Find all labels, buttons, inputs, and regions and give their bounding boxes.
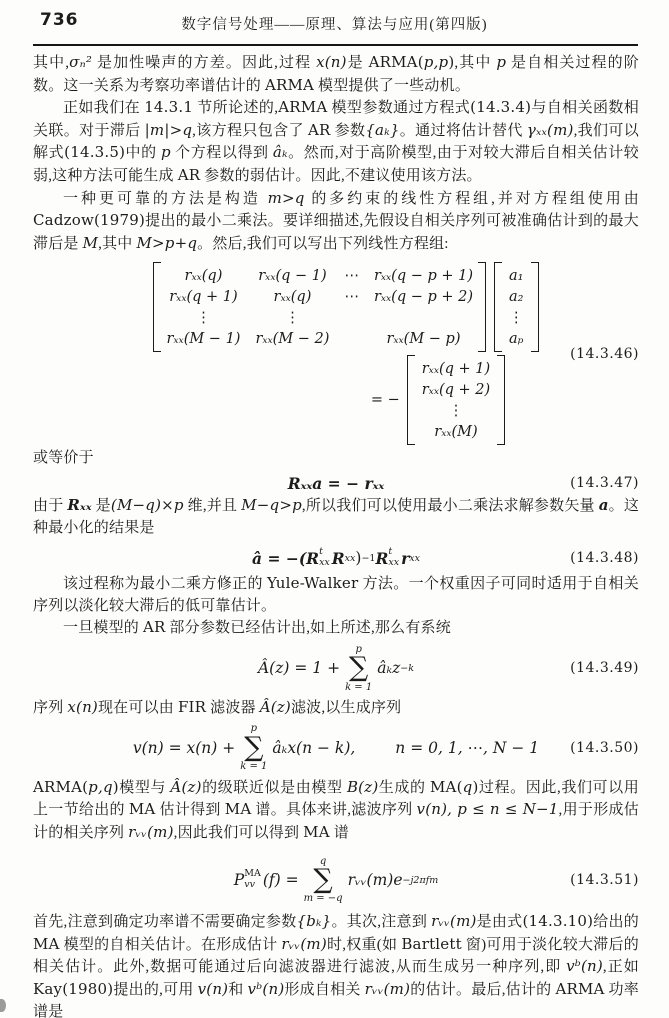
sum-upper-limit: p [250, 723, 258, 735]
page-content [0, 46, 669, 1018]
matrix-cell: rₓₓ(M − 2) [255, 330, 330, 347]
equation-number: (14.3.48) [570, 550, 639, 567]
paragraph-final-notes: 首先,注意到确定功率谱不需要确定参数{bₖ}。其次,注意到 rᵥᵥ(m)是由式(14.3.10)给出的 MA 模型的自相关估计。在形成估计 rᵥᵥ(m)时,权重(如 Bartlett 窗)可用于淡化较大滞后的相关估计。此外,数据可能通过后向滤波器进行滤波,从而生成另一种序列,即 vᵇ(n),正如 Kay(1980)提出的,可用 v(n)和 vᵇ(n)形成自相关 rᵥᵥ(m)的估计。最后,估计的 ARMA 功率谱是 [33, 912, 640, 1018]
power-spectrum-P: P [233, 871, 245, 890]
inverse-exponent: −1 [361, 552, 376, 564]
sum-lower-limit: k = 1 [345, 681, 373, 693]
vector-body [502, 262, 531, 352]
equation-number: (14.3.47) [570, 475, 639, 492]
matrix-cell: rₓₓ(q) [273, 288, 312, 305]
paragraph-least-squares: 由于 Rₓₓ 是(M−q)×p 维,并且 M−q>p,所以我们可以使用最小二乘法求解参数矢量 a。这种最小化的结果是 [33, 495, 640, 536]
matrix-cell: rₓₓ(q) [184, 267, 223, 284]
lhs: Â(z) = 1 + [257, 659, 341, 678]
matrix-product-row [43, 262, 649, 352]
vector-cell: rₓₓ(M) [434, 423, 478, 440]
matrix-cell: ⋮ [196, 309, 211, 326]
subscript-xx: xx [344, 552, 356, 564]
matrix-R: R [306, 548, 320, 568]
parameter-vector [494, 262, 539, 352]
equation-14-3-51 [33, 849, 639, 911]
rhs-term: âₖz [377, 659, 401, 678]
vector-cell: a₁ [509, 267, 524, 284]
subscript-xx: xx [388, 557, 400, 569]
equation-number: (14.3.49) [570, 660, 639, 677]
rhs-vector-row [135, 355, 669, 445]
exponent: −k [400, 662, 415, 674]
paragraph-cadzow-method: 一种更可靠的方法是构造 m>q 的多约束的线性方程组,并对方程组使用由 Cadzow(1979)提出的最小二乘法。要详细描述,先假设自相关序列可被准确估计到的最大滞后是 M,其中 M>p+q。然后,我们可以写出下列线性方程组: [33, 188, 639, 252]
vector-cell: aₚ [509, 330, 524, 347]
matrix-cell: rₓₓ(q − p + 2) [373, 288, 474, 305]
running-head-title: 数字信号处理——原理、算法与应用(第四版) [181, 17, 488, 33]
summation [240, 723, 267, 772]
equation-14-3-46 [33, 262, 639, 445]
matrix-cell: ⋯ [344, 267, 359, 284]
matrix-cell: rₓₓ(q − p + 1) [373, 267, 474, 284]
vector-cell: rₓₓ(q + 1) [421, 360, 491, 377]
sigma-symbol: ∑ [244, 731, 264, 763]
matrix-cell: ⋮ [285, 309, 300, 326]
vector-cell: ⋮ [448, 402, 464, 419]
right-bracket [478, 262, 486, 352]
equation-14-3-50 [33, 720, 639, 777]
paragraph-yule-walker: 该过程称为最小二乘方修正的 Yule-Walker 方法。一个权重因子可同时适用于自相关序列以淡化较大滞后的低可靠估计。 [33, 574, 639, 614]
index-range-condition: n = 0, 1, ⋯, N − 1 [395, 739, 540, 757]
sum-upper-limit: p [355, 643, 362, 655]
matrix-body [161, 262, 478, 352]
left-bracket [494, 262, 502, 352]
equation-14-3-49 [33, 640, 639, 697]
paragraph-noise-variance: 其中,σₙ² 是加性噪声的方差。因此,过程 x(n)是 ARMA(p,p),其中 p 是自相关过程的阶数。这一关系为考察功率谱估计的 ARMA 模型提供了一些动机。 [33, 53, 639, 94]
transpose-t: t [319, 546, 323, 558]
matrix-R: R [375, 548, 389, 568]
subscript-xx: xx [409, 552, 420, 564]
sum-lower-limit: m = −q [303, 893, 343, 905]
right-bracket [497, 355, 505, 445]
lhs-rest: (f) = [262, 871, 299, 890]
equation-14-3-47 [33, 472, 639, 495]
vector-body [415, 355, 497, 445]
close-paren: ) [355, 549, 362, 568]
page-header [0, 0, 669, 44]
matrix-equation-formula: Rₓₓa = − rₓₓ [287, 473, 385, 493]
transpose-subscript-stack [319, 547, 330, 569]
sum-lower-limit: k = 1 [240, 761, 268, 773]
vector-cell: ⋮ [509, 309, 524, 326]
matrix-cell: rₓₓ(q − 1) [258, 267, 327, 284]
paragraph-fir-filter: 序列 x(n)现在可以由 FIR 滤波器 Â(z)滤波,以生成序列 [33, 697, 402, 716]
left-bracket [407, 355, 415, 445]
matrix-R: R [331, 548, 345, 568]
sum-upper-limit: q [319, 855, 327, 867]
equation-14-3-48 [33, 543, 639, 573]
paragraph-ar-estimated: 一旦模型的 AR 部分参数已经估计出,如上所述,那么有系统 [63, 618, 451, 637]
exponent: −j2πfm [402, 874, 439, 886]
autocorrelation-vector [407, 355, 505, 445]
matrix-cell: ⋯ [344, 288, 359, 305]
paragraph-ma-spectrum: ARMA(p,q)模型与 Â(z)的级联近似是由模型 B(z)生成的 MA(q)过程。因此,我们可以用上一节给出的 MA 估计得到 MA 谱。具体来讲,滤波序列 v(n), p ≤ n ≤ N−1,用于形成估计的相关序列 rᵥᵥ(m),因此我们可以得到 MA 谱 [33, 777, 640, 841]
matrix-cell: rₓₓ(M − 1) [166, 330, 241, 347]
subscript-vv: vv [244, 879, 255, 891]
paragraph-arma-relation: 正如我们在 14.3.1 节所论述的,ARMA 模型参数通过方程式(14.3.4)与自相关函数相关联。对于滞后 |m|>q,该方程只包含了 AR 参数{aₖ}。通过将估计替代 γₓₓ(m),我们可以解式(14.3.5)中的 p 个方程以得到 âₖ。然而,对于高阶模型,由于对较大滞后自相关估计较弱,这种方法可能生成 AR 参数的弱估计。因此,不建议使用该方法。 [33, 98, 639, 184]
rhs-term: rᵥᵥ(m)e [347, 871, 403, 890]
transpose-t: t [388, 546, 393, 558]
paragraph-or-equivalently: 或等价于 [33, 450, 94, 467]
matrix-cell: rₓₓ(M − p) [386, 330, 461, 347]
matrix-cell: rₓₓ(q + 1) [169, 288, 238, 305]
equation-number: (14.3.51) [570, 872, 639, 889]
vector-cell: a₂ [509, 288, 524, 305]
vector-cell: rₓₓ(q + 2) [421, 381, 491, 398]
sigma-symbol: ∑ [349, 652, 369, 684]
equation-number: (14.3.46) [570, 345, 639, 362]
lhs: â = −( [252, 548, 307, 568]
transpose-subscript-stack [388, 547, 399, 569]
vector-r: r [401, 548, 410, 568]
summation [345, 644, 372, 693]
summation [304, 856, 343, 905]
right-bracket [531, 262, 539, 352]
equals-minus-sign: = − [370, 392, 400, 409]
left-bracket [153, 262, 161, 352]
subscript-xx: xx [319, 557, 330, 569]
equation-number: (14.3.50) [570, 740, 639, 756]
rhs-term: âₖx(n − k), [272, 739, 356, 757]
autocorrelation-matrix [153, 262, 486, 352]
lhs: v(n) = x(n) + [132, 739, 236, 757]
superscript-MA: MA [244, 868, 261, 880]
sigma-symbol: ∑ [313, 864, 333, 896]
page-number: 736 [40, 10, 79, 30]
MA-vv-stack [244, 869, 261, 891]
